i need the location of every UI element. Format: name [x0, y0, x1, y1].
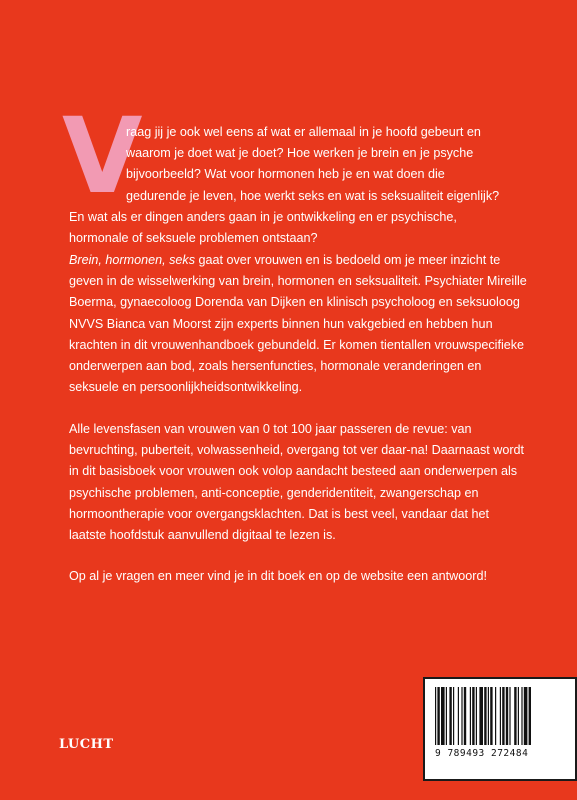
barcode-bar [490, 687, 492, 745]
barcode-bar [495, 687, 496, 745]
barcode-bar [472, 687, 474, 745]
publisher-logo: LUCHT [59, 737, 114, 752]
barcode-bar [470, 687, 471, 745]
barcode-bar [514, 687, 516, 745]
isbn-number: 9 789493 272484 [435, 748, 529, 759]
barcode [423, 677, 577, 781]
intro-line: bijvoorbeeld? Wat voor hormonen heb je en wat doen die [126, 167, 445, 182]
description-text: gaat over vrouwen en is bedoeld om je meer inzicht te geven in de wisselwerking van brein, hormonen en seksualiteit. Psychiater Mireille Boerma, gynaecoloog Dorenda van Dijken en klinisch psycholoog en seksuoloog NVVS Bianca van Moorst zijn experts binnen hun vakgebied en hebben hun krachten in dit vrouwenhandboek gebundeld. Er komen tientallen vrouwspecifieke onderwerpen aan bod, zoals hersenfuncties, hormonale veranderingen en seksuele en persoonlijkheidsontwikkeling. [69, 253, 527, 395]
intro-paragraph [69, 122, 529, 249]
barcode-bar [479, 687, 483, 745]
barcode-bar [529, 687, 531, 745]
description-paragraph [69, 250, 529, 398]
intro-line: En wat als er dingen anders gaan in je ontwikkeling en er psychische, [69, 209, 457, 224]
barcode-bar [518, 687, 519, 745]
barcode-bar [506, 687, 508, 745]
intro-line: gedurende je leven, hoe werkt seks en wat is seksualiteit eigenlijk? [126, 188, 500, 203]
barcode-bar [437, 687, 439, 745]
barcode-bars [435, 687, 567, 747]
barcode-bar [458, 687, 459, 745]
barcode-bar [446, 687, 447, 745]
barcode-bar [509, 687, 510, 745]
barcode-bar [464, 687, 466, 745]
barcode-bar [500, 687, 501, 745]
book-title-italic: Brein, hormonen, seks [69, 253, 195, 267]
closing-paragraph: Op al je vragen en meer vind je in dit boek en op de website een antwoord! [69, 569, 487, 583]
life-phases-paragraph: Alle levensfasen van vrouwen van 0 tot 100 jaar passeren de revue: van bevruchting, puberteit, volwassenheid, overgang tot ver daar-na! Daarnaast wordt in dit basisboek voor vrouwen ook volop aandacht besteed aan onderwerpen als psychische problemen, anti-conceptie, genderidentiteit, zwangerschap en hormoontherapie voor overgangsklachten. Dat is best veel, vandaar dat het laatste hoofdstuk aanvullend digitaal te lezen is. [69, 422, 525, 543]
drop-cap: V [62, 95, 143, 217]
barcode-bar [441, 687, 445, 745]
barcode-bar [449, 687, 451, 745]
barcode-bar [488, 687, 489, 745]
intro-line: waarom je doet wat je doet? Hoe werken je brein en je psyche [126, 146, 474, 161]
barcode-bar [484, 687, 486, 745]
barcode-bar [502, 687, 504, 745]
barcode-bar [524, 687, 528, 745]
barcode-bar [521, 687, 522, 745]
intro-line: raag jij je ook wel eens af wat er allemaal in je hoofd gebeurt en [126, 125, 481, 139]
intro-line: hormonale of seksuele problemen ontstaan? [69, 231, 318, 246]
barcode-bar [453, 687, 454, 745]
barcode-bar [461, 687, 462, 745]
barcode-bar [435, 687, 436, 745]
barcode-bar [476, 687, 477, 745]
